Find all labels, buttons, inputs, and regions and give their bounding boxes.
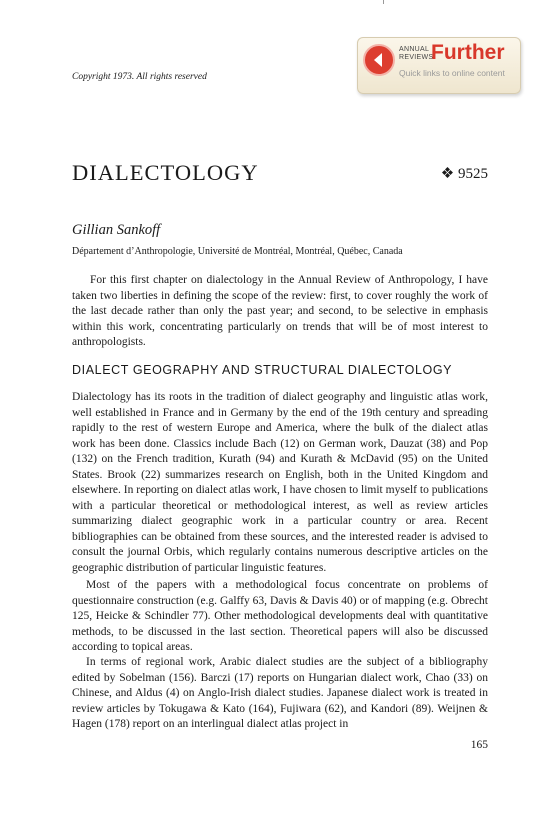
- body-paragraph: Dialectology has its roots in the tradition of dialect geography and linguistic atlas work, well established in France and in Germany by the end of the 19th century and spreading rapidly to the rest of western Europe and America, where the bulk of the dialect atlas work has been done. Classics include Bach (12) on German work, Dauzat (38) and Pop (132) on the French tradition, Kurath (94) and Kurath & McDavid (95) on the United States. Brook (22) summarizes research on English, both in the United Kingdom and elsewhere. In reporting on dialect atlas work, I have chosen to limit myself to publications with a particular theoretical or methodological interest, as well as review articles summarizing dialect geographic work in a particular country or area. Recent bibliographies can be obtained from these sources, and the interested reader is advised to consult the journal Orbis, which regularly contains numerous descriptive articles on the geographic distribution of particular linguistic features.: [72, 391, 488, 574]
- further-badge[interactable]: [357, 37, 521, 94]
- copyright-notice: Copyright 1973. All rights reserved: [72, 72, 207, 82]
- article-title: DIALECTOLOGY: [72, 160, 259, 185]
- badge-reviews-label: REVIEWS: [399, 54, 434, 61]
- article-code: ❖ 9525: [440, 166, 488, 182]
- body-paragraph: In terms of regional work, Arabic dialect studies are the subject of a bibliography edited by Sobelman (156). Barczi (17) reports on Hungarian dialect work, Chao (33) on Chinese, and Aldus (4) on Anglo-Irish dialect studies. Japanese dialect work is treated in review articles by Tokugawa & Kato (164), Fujiwara (62), and Kandori (89). Weijnen & Hagen (178) report on an interlingual dialect atlas project in: [72, 656, 488, 730]
- crop-mark: [383, 0, 384, 4]
- badge-title[interactable]: Further: [431, 41, 505, 64]
- page-number: 165: [470, 739, 488, 751]
- body-paragraph: Most of the papers with a methodological focus concentrate on problems of questionnaire construction (e.g. Galffy 63, Davis & Davis 40) or of mapping (e.g. Obrecht 125, Heicke & Schindler 77). Other methodological developments deal with quantitative methods, to be discussed in the last section. Theoretical papers will also be discussed according to topical areas.: [72, 579, 488, 653]
- left-arrow-circle-icon[interactable]: [363, 44, 395, 76]
- intro-paragraph: For this first chapter on dialectology in the Annual Review of Anthropology, I have taken two liberties in defining the scope of the review: first, to cover roughly the work of the last decade rather than only the past year; and second, to be selective in emphasis within this work, concentrating particularly on trends that will be of most interest to anthropologists.: [72, 274, 488, 348]
- author-name: Gillian Sankoff: [72, 222, 161, 238]
- author-affiliation: Département d’Anthropologie, Université de Montréal, Montréal, Québec, Canada: [72, 246, 403, 257]
- section-heading: DIALECT GEOGRAPHY AND STRUCTURAL DIALECTOLOGY: [72, 363, 453, 377]
- badge-annual-label: ANNUAL: [399, 46, 430, 53]
- badge-subtitle[interactable]: Quick links to online content: [399, 68, 505, 78]
